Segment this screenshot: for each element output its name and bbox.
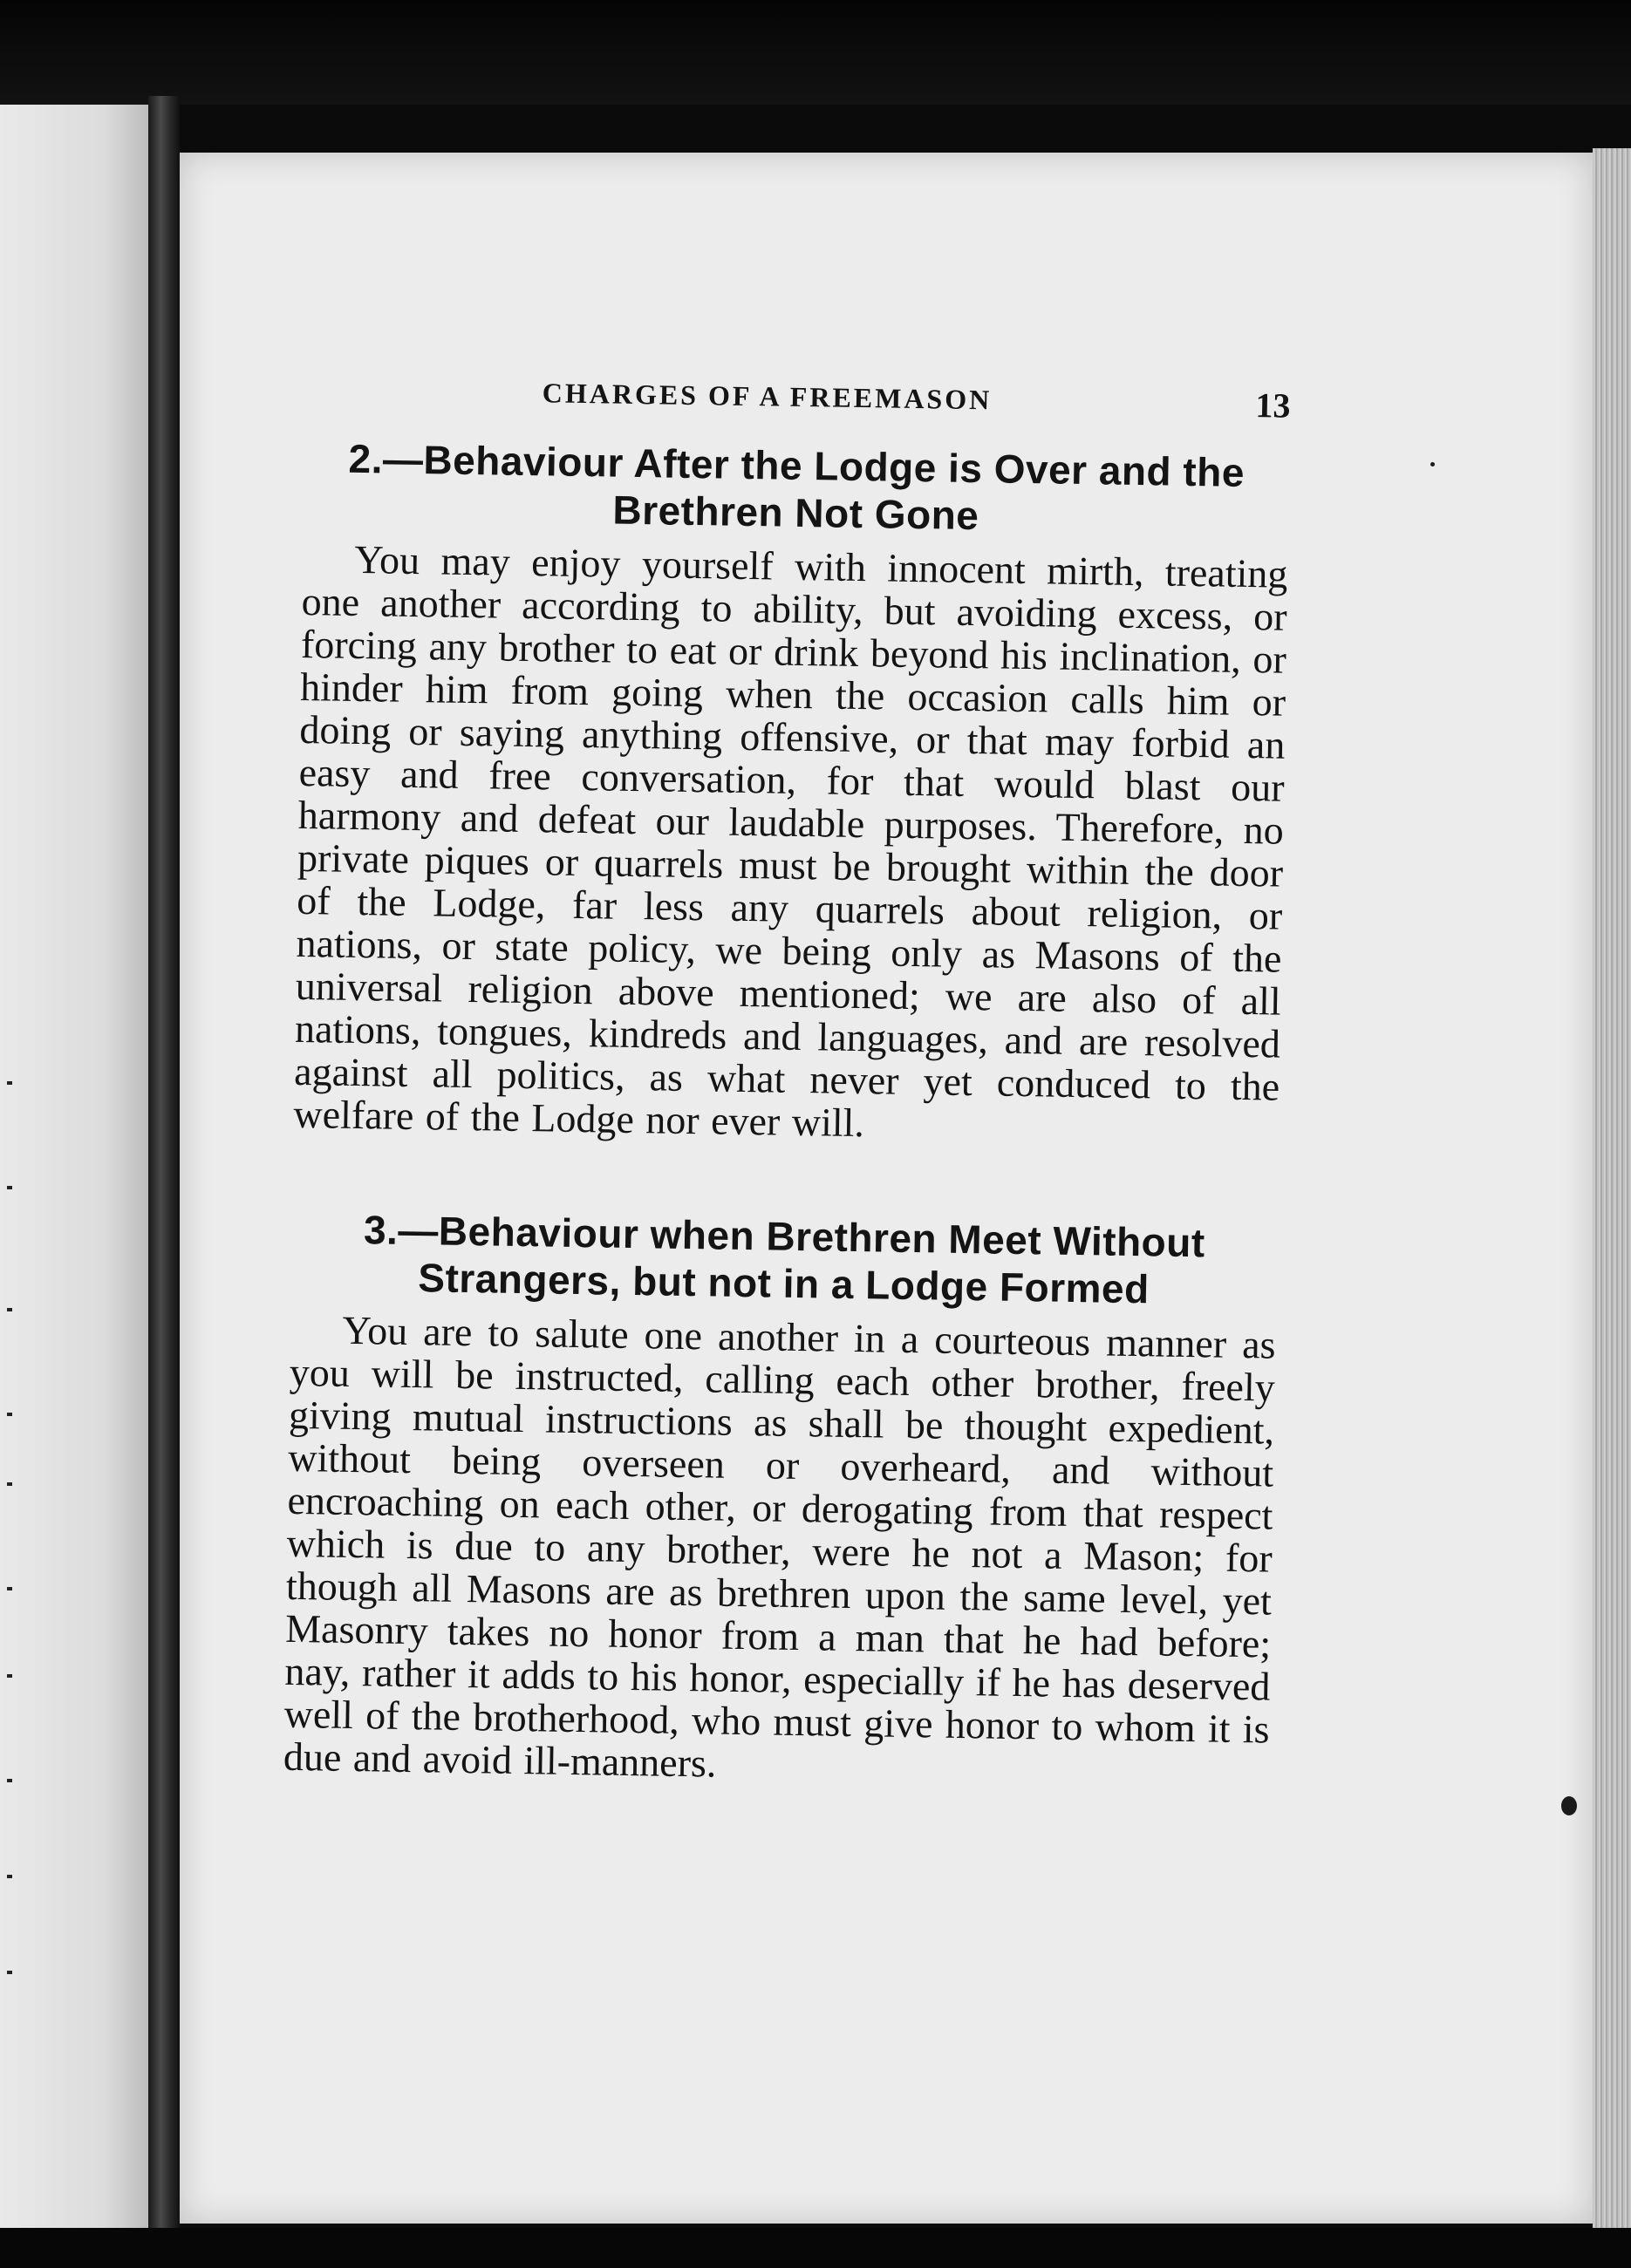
page-stack-edge <box>1593 148 1631 2228</box>
section-text: You are to salute one another in a courteous manner as you will be instructed, calling each other brother, freely giving mutual instructions as shall be thought expedient, without being overseen or overheard, and without encroaching on each other, or derogating from that respect which is due to any brother, were he not a Mason; for though all Masons are as brethren upon the same level, yet Masonry takes no honor from a man that he had before; nay, rather it adds to his honor, especially if he has deserved well of the brotherhood, who must give honor to whom it is due and avoid ill-manners. <box>283 1307 1276 1786</box>
section <box>293 434 1289 1151</box>
book-gutter <box>148 96 180 2241</box>
page-content <box>283 366 1291 1794</box>
section-heading: 3.—Behaviour when Brethren Meet Without Strangers, but not in a Lodge Formed <box>363 1207 1206 1312</box>
scan-background-top <box>0 0 1631 105</box>
page-mark <box>7 1875 12 1878</box>
page-mark <box>7 1081 12 1085</box>
page-mark <box>7 1971 12 1974</box>
page-mark <box>7 1186 12 1189</box>
section-heading: 2.—Behaviour After the Lodge is Over and the Brethren Not Gone <box>348 435 1245 539</box>
page-mark <box>7 1413 12 1416</box>
scan-background-bottom <box>0 2228 1631 2268</box>
page-mark <box>7 1779 12 1782</box>
page-mark <box>7 1587 12 1590</box>
section-text: You may enjoy yourself with innocent mirth, treating one another according to ability, but avoiding excess, or forcing any brother to eat or drink beyond his inclination, or hinder him from going when the occasion calls him or doing or saying anything offensive, or that may forbid an easy and free conversation, for that would blast our harmony and defeat our laudable purposes. Therefore, no private piques or quarrels must be brought within the door of the Lodge, far less any quarrels about religion, or nations, or state policy, we being only as Masons of the universal religion above mentioned; we are also of all nations, tongues, kindreds and languages, and are resolved against all politics, as what never yet conduced to the welfare of the Lodge nor ever will. <box>293 536 1288 1146</box>
page-mark <box>7 1482 12 1486</box>
scan-speck <box>1561 1796 1577 1815</box>
running-title: CHARGES OF A FREEMASON <box>542 377 993 416</box>
section <box>283 1205 1278 1794</box>
page-mark <box>7 1674 12 1678</box>
previous-page-edge <box>0 105 148 2232</box>
page-mark <box>7 1308 12 1311</box>
page-number: 13 <box>1255 385 1291 426</box>
scan-speck <box>1430 462 1435 467</box>
